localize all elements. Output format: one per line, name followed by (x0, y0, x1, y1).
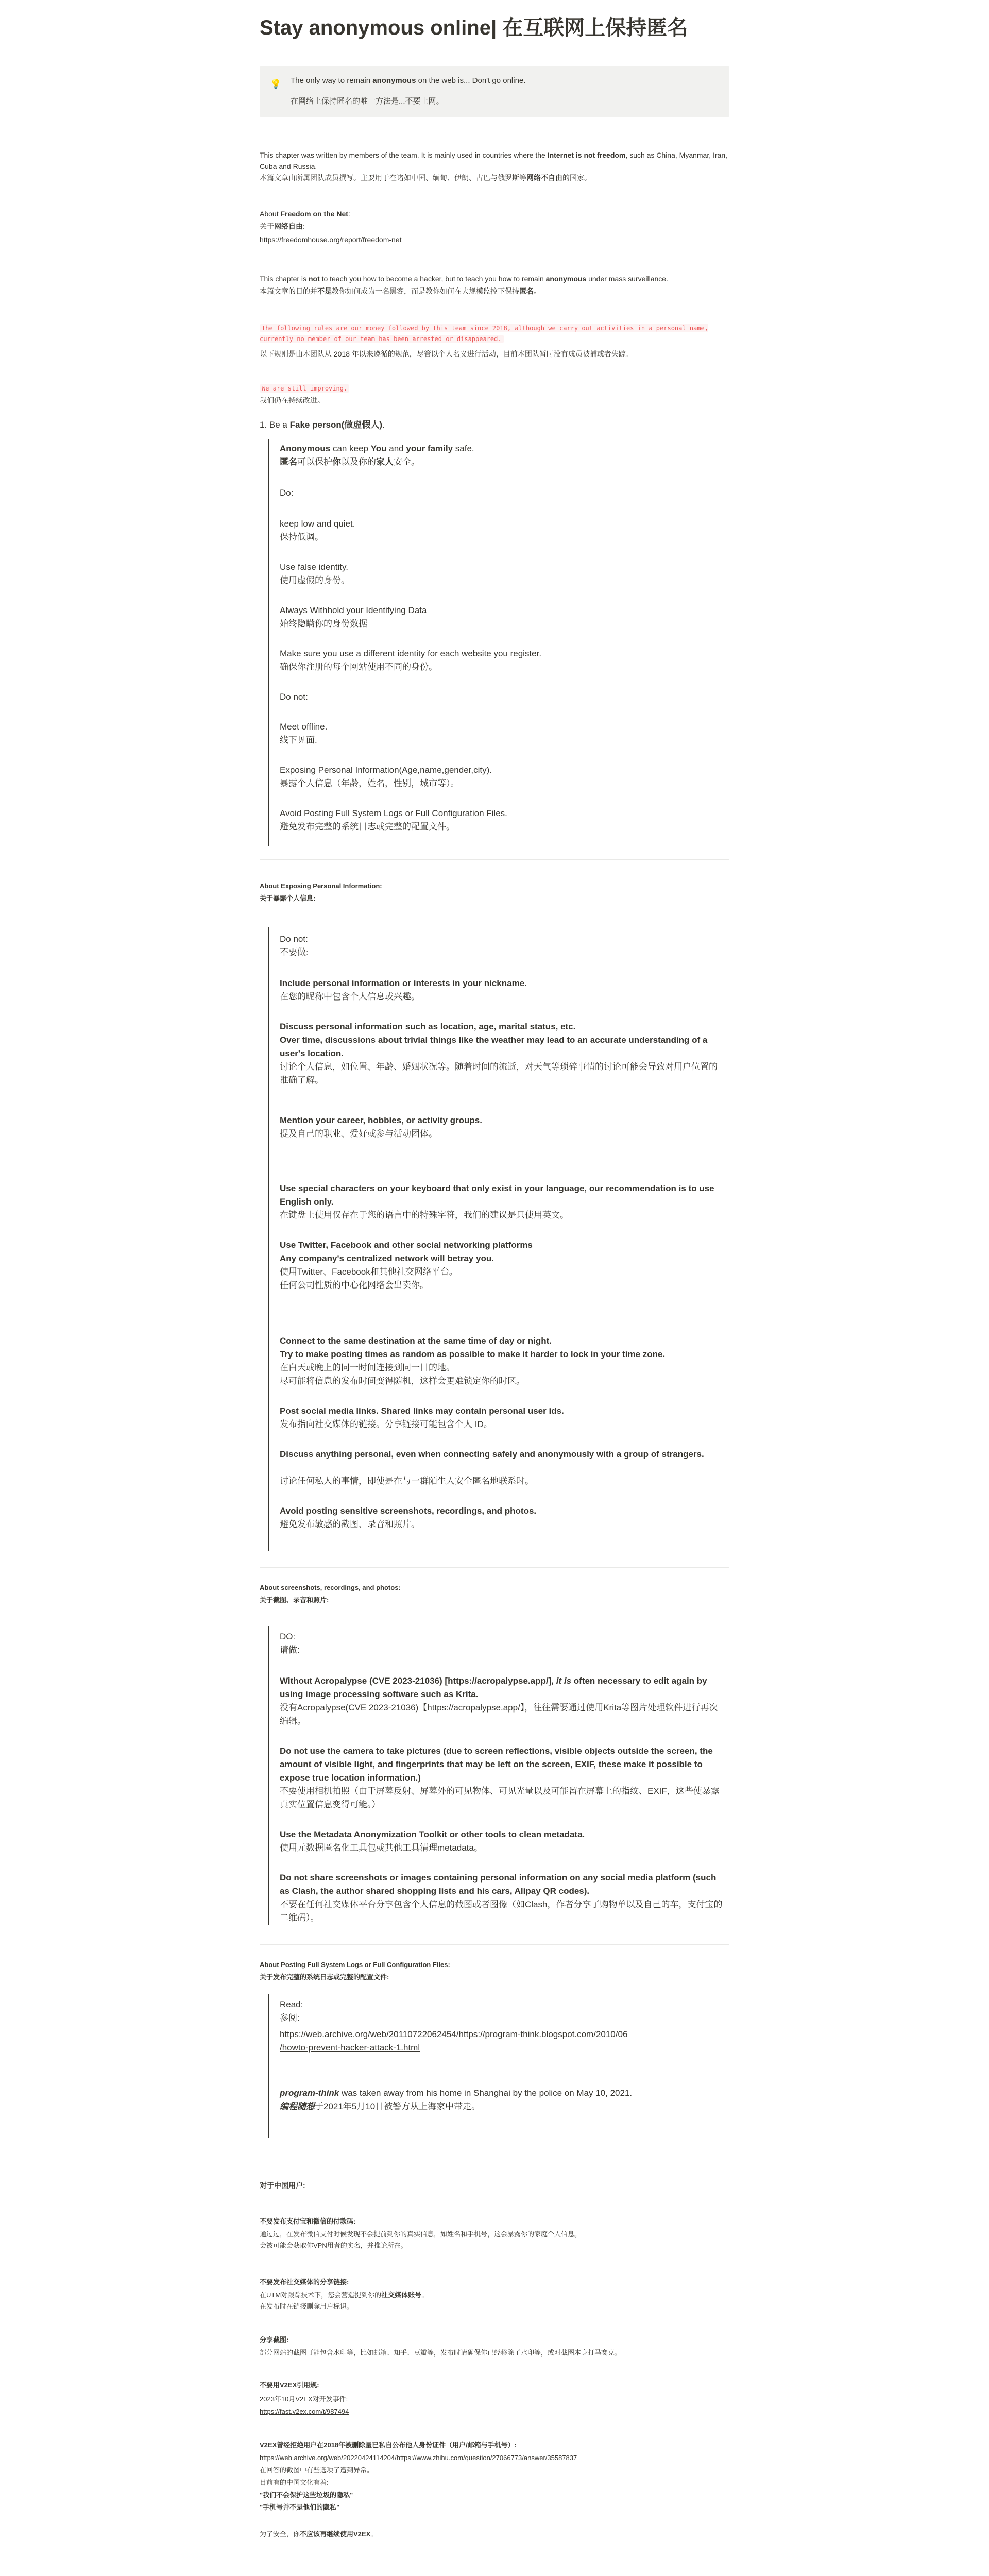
cn-p6: 为了安全，你不应该再继续使用V2EX。 (260, 2530, 378, 2538)
withhold-en: Always Withhold your Identifying Data (280, 605, 427, 615)
program-think-zh: 编程随想于2021年5月10日被警方从上海家中带走。 (280, 2102, 481, 2111)
section1-heading: 1. Be a Fake person(做虚假人). (260, 420, 385, 430)
false-identity-en: Use false identity. (280, 562, 348, 572)
cn-p1-1: 通过过，在发布微信支付时候发现不会提前到你的真实信息，如姓名和手机号，这会暴露你的家庭个人信息。 (260, 2230, 582, 2238)
cn-p3: 部分网站的截图可能包含水印等，比如邮箱、知乎、豆瓣等，发布时请确保你已经移除了水印等，或对截图本身打马赛克。 (260, 2349, 622, 2357)
screens-item-2-zh: 不要使用相机拍照（由于屏幕反射、屏幕外的可见物体、可见光量以及可能留在屏幕上的指纹、EXIF，这些使暴露真实位置信息变得可能。） (280, 1786, 720, 1809)
cn-h3: 分享截图: (260, 2336, 289, 2344)
logs-en: Avoid Posting Full System Logs or Full Configuration Files. (280, 808, 507, 818)
exposing-heading-zh: 关于暴露个人信息: (260, 894, 316, 902)
rules-note-zh: 以下规则是由本团队从 2018 年以来遵循的规范，尽管以个人名义进行活动，目前本团队暂时没有成员被捕或者失踪。 (260, 350, 633, 358)
cn-p1-2: 会被可能会获取你VPN用者的实名，并推论所在。 (260, 2242, 407, 2249)
exp-item-6-en-1: Connect to the same destination at the same time of day or night. (280, 1336, 552, 1346)
exp-item-5-zh-2: 任何公司性质的中心化网络会出卖你。 (280, 1280, 429, 1290)
cn-p5-4: "手机号并不是他们的隐私" (260, 2503, 340, 2511)
exp-item-6-zh-2: 尽可能将信息的发布时间变得随机，这样会更难锁定你的时区。 (280, 1376, 525, 1386)
improving-note-zh: 我们仍在持续改进。 (260, 396, 325, 404)
exp-item-4-zh: 在键盘上使用仅存在于您的语言中的特殊字符，我们的建议是只使用英文。 (280, 1210, 569, 1220)
program-think-en: program-think was taken away from his home in Shanghai by the police on May 10, 2021. (280, 2088, 633, 2098)
keep-low-en: keep low and quiet. (280, 519, 355, 529)
intro-p1-zh: 本篇文章由所属团队成员撰写。主要用于在诸如中国、缅甸、伊朗、古巴与俄罗斯等网络不自由的国家。 (260, 174, 591, 182)
divider (260, 1944, 729, 1945)
program-think-link[interactable]: https://web.archive.org/web/20110722062454/https://program-think.blogspot.com/2010/06 /howto-prevent-hacker-attack-1.html (280, 2029, 628, 2053)
intro-p2-zh: 本篇文章的目的并不是教你如何成为一名黑客，而是教你如何在大规模监控下保持匿名。 (260, 287, 541, 295)
do-label: Do: (280, 488, 294, 498)
callout-line-en: The only way to remain anonymous on the web is... Don't go online. (291, 76, 526, 85)
different-identity-zh: 确保你注册的每个网站使用不同的身份。 (280, 662, 437, 672)
exp-item-4-en: Use special characters on your keyboard that only exist in your language, our recommendation is to use English only. (280, 1183, 714, 1207)
exp-item-3-en: Mention your career, hobbies, or activity groups. (280, 1115, 482, 1125)
screens-heading-en: About screenshots, recordings, and photos: (260, 1584, 401, 1591)
cn-p2-1: 在UTM对跟踪技术下，您会营造提到你的社交媒体账号。 (260, 2291, 429, 2299)
improving-code-note: We are still improving. (260, 384, 349, 393)
exp-item-5-en-1: Use Twitter, Facebook and other social networking platforms (280, 1240, 533, 1250)
intro-p1-en: This chapter was written by members of the team. It is mainly used in countries where the Internet is not freedom, such as China, Myanmar, Iran, Cuba and Russia. (260, 151, 728, 171)
keep-low-zh: 保持低调。 (280, 532, 323, 542)
q1-en: Anonymous can keep You and your family safe. (280, 444, 474, 453)
logs-heading-zh: 关于发布完整的系统日志或完整的配置文件: (260, 1973, 389, 1981)
page-title: Stay anonymous online| 在互联网上保持匿名 (260, 16, 688, 39)
cn-heading: 对于中国用户: (260, 2181, 305, 2190)
exp-item-6-zh-1: 在白天或晚上的同一时间连接到同一目的地。 (280, 1363, 455, 1372)
logs-heading-en: About Posting Full System Logs or Full Configuration Files: (260, 1961, 450, 1969)
callout-line-zh: 在网络上保持匿名的唯一方法是...不要上网。 (291, 97, 444, 106)
cn-h4: 不要用V2EX引用规: (260, 2381, 319, 2389)
screens-do: DO: (280, 1632, 296, 1641)
cn-h2: 不要发布社交媒体的分享链接: (260, 2278, 349, 2286)
screens-item-1-en: Without Acropalypse (CVE 2023-21036) [https://acropalypse.app/], it is often necessary to edit again by using image processing software such as Krita. (280, 1676, 707, 1699)
logs-quote (268, 1994, 721, 2138)
exp-item-6-en-2: Try to make posting times as random as possible to make it harder to lock in your time zone. (280, 1349, 666, 1359)
exposing-zh: 暴露个人信息（年龄，姓名，性别，城市等）。 (280, 778, 459, 788)
cn-p5-2: 目前有的中国文化有着: (260, 2479, 329, 2486)
exp-item-9-zh: 避免发布敏感的截图、录音和照片。 (280, 1519, 420, 1529)
exp-item-7-en: Post social media links. Shared links may contain personal user ids. (280, 1406, 564, 1416)
screens-do-zh: 请做: (280, 1645, 300, 1655)
exposing-quote (268, 927, 721, 1551)
about-freedom-zh: 关于网络自由: (260, 222, 305, 230)
divider (260, 859, 729, 860)
exp-item-2-en-1: Discuss personal information such as location, age, marital status, etc. (280, 1022, 576, 1031)
exp-item-3-zh: 提及自己的职业、爱好或参与活动团体。 (280, 1129, 437, 1139)
screens-item-4-en: Do not share screenshots or images containing personal information on any social media platform (such as Clash, the author shared shopping lists and his cars, Alipay QR codes). (280, 1873, 717, 1896)
exp-donot-zh: 不要做: (280, 947, 309, 957)
freedom-house-link[interactable]: https://freedomhouse.org/report/freedom-net (260, 235, 402, 244)
section1-quote (268, 439, 721, 846)
exp-item-5-zh-1: 使用Twitter、Facebook和其他社交网络平台。 (280, 1267, 458, 1277)
screens-item-2-en: Do not use the camera to take pictures (due to screen reflections, visible objects outside the screen, the amount of visible light, and fingerprints that may be left on the screen, EXIF, these make it possible to expose true location information.) (280, 1746, 713, 1783)
meet-offline-zh: 线下见面. (280, 735, 317, 745)
exp-item-9-en: Avoid posting sensitive screenshots, recordings, and photos. (280, 1506, 537, 1516)
rules-code-note: The following rules are our money followed by this team since 2018, although we carry out activities in a personal name, currently no member of our team has been arrested or disappeared. (260, 325, 708, 343)
logs-read: Read: (280, 1999, 303, 2009)
exp-donot: Do not: (280, 934, 308, 944)
exp-item-7-zh: 发布指向社交媒体的链接。分享链接可能包含个人 ID。 (280, 1419, 492, 1429)
exp-item-2-en-2: Over time, discussions about trivial things like the weather may lead to an accurate understanding of a user's location. (280, 1035, 708, 1058)
intro-p2-en: This chapter is not to teach you how to become a hacker, but to teach you how to remain anonymous under mass surveillance. (260, 275, 668, 283)
callout-top (260, 66, 729, 117)
zhihu-archive-link[interactable]: https://web.archive.org/web/20220424114204/https://www.zhihu.com/question/27066773/answer/35587837 (260, 2454, 577, 2462)
cn-p4: 2023年10月V2EX对开发事件: (260, 2395, 348, 2403)
withhold-zh: 始终隐瞒你的身份数据 (280, 619, 367, 629)
exp-item-8-zh: 讨论任何私人的事情，即使是在与一群陌生人安全匿名地联系时。 (280, 1476, 534, 1486)
cn-p2-2: 在发布时在链接删除用户标识。 (260, 2302, 354, 2310)
screens-item-3-en: Use the Metadata Anonymization Toolkit or other tools to clean metadata. (280, 1829, 585, 1839)
divider (260, 1567, 729, 1568)
exposing-heading-en: About Exposing Personal Information: (260, 882, 382, 890)
q1-zh: 匿名可以保护你以及你的家人安全。 (280, 457, 420, 467)
screens-item-1-zh: 没有Acropalypse(CVE 2023-21036)【https://acropalypse.app/】，往往需要通过使用Krita等图片处理软件进行再次编辑。 (280, 1703, 718, 1726)
screens-heading-zh: 关于截图、录音和照片: (260, 1596, 329, 1604)
cn-p5-3: "我们不会保护这些垃圾的隐私" (260, 2491, 353, 2499)
exp-item-8-en: Discuss anything personal, even when connecting safely and anonymously with a group of strangers. (280, 1449, 704, 1459)
screens-quote (268, 1626, 721, 1925)
different-identity-en: Make sure you use a different identity for each website you register. (280, 649, 542, 658)
about-freedom-en: About Freedom on the Net: (260, 210, 350, 218)
screens-item-3-zh: 使用元数据匿名化工具包或其他工具清理metadata。 (280, 1843, 483, 1853)
logs-read-zh: 参阅: (280, 2013, 300, 2023)
logs-zh: 避免发布完整的系统日志或完整的配置文件。 (280, 822, 455, 832)
donot-label: Do not: (280, 692, 308, 702)
exp-item-5-en-2: Any company's centralized network will betray you. (280, 1253, 494, 1263)
cn-h5: V2EX曾经拒绝用户在2018年被删除量已私自公布他人身份证件（用户/邮箱与手机号）: (260, 2441, 517, 2449)
cn-h1: 不要发布支付宝和微信的付款码: (260, 2217, 356, 2225)
exposing-en: Exposing Personal Information(Age,name,gender,city). (280, 765, 492, 775)
cn-p5-1: 在回答的截图中有些选项了遭到异常。 (260, 2466, 374, 2474)
lightbulb-icon: 💡 (270, 79, 282, 89)
exp-item-1-en: Include personal information or interests in your nickname. (280, 978, 527, 988)
exp-item-2-zh: 讨论个人信息，如位置、年龄、婚姻状况等。随着时间的流逝，对天气等琐碎事情的讨论可能会导致对用户位置的准确了解。 (280, 1062, 718, 1085)
meet-offline-en: Meet offline. (280, 722, 328, 732)
screens-item-4-zh: 不要在任何社交媒体平台分享包含个人信息的截图或者图像（如Clash，作者分享了购物单以及自己的车，支付宝的二维码）。 (280, 1900, 723, 1923)
v2ex-link[interactable]: https://fast.v2ex.com/t/987494 (260, 2408, 349, 2415)
exp-item-1-zh: 在您的昵称中包含个人信息或兴趣。 (280, 992, 420, 1002)
false-identity-zh: 使用虚假的身份。 (280, 575, 350, 585)
